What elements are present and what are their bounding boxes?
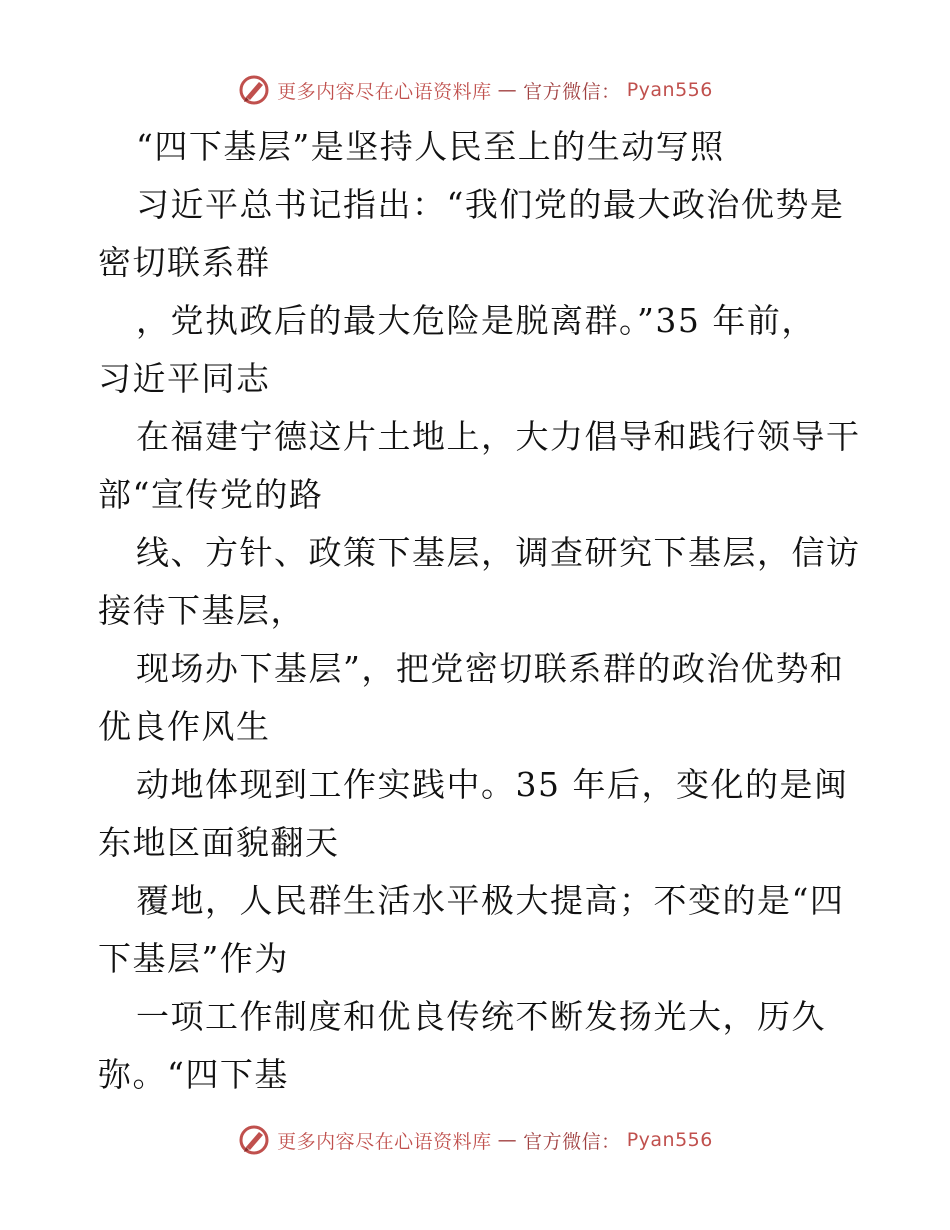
footer-watermark (0, 1120, 950, 1160)
watermark-account: Pyan556 (626, 1129, 713, 1151)
watermark-site-text: 更多内容尽在心语资料库 (277, 80, 492, 103)
watermark-label: 官方微信： (523, 80, 621, 103)
text-line: 一项工作制度和优良传统不断发扬光大，历久 (136, 997, 826, 1036)
text-line: 动地体现到工作实践中。35 年后，变化的是闽 (136, 765, 849, 804)
pen-logo-icon (237, 1123, 271, 1157)
text-line: 部“宣传党的路 (98, 475, 324, 514)
watermark-site-text: 更多内容尽在心语资料库 (277, 1130, 492, 1153)
text-line: 覆地，人民群生活水平极大提高；不变的是“四 (136, 881, 845, 920)
watermark-dash: — (497, 1129, 518, 1151)
watermark-dash: — (497, 79, 518, 101)
document-title: “四下基层”是坚持人民至上的生动写照 (136, 127, 725, 166)
text-line: 优良作风生 (98, 707, 271, 746)
text-line: 习近平同志 (98, 359, 271, 398)
text-line: 习近平总书记指出：“我们党的最大政治优势是 (136, 185, 845, 224)
watermark-label: 官方微信： (523, 1130, 621, 1153)
header-watermark (0, 70, 950, 110)
pen-logo-icon (237, 73, 271, 107)
text-line: ，党执政后的最大危险是脱离群。”35 年前， (136, 301, 816, 340)
text-line: 在福建宁德这片土地上，大力倡导和践行领导干 (136, 417, 861, 456)
text-line: 弥。“四下基 (98, 1055, 289, 1094)
text-line: 东地区面貌翻天 (98, 823, 340, 862)
text-line: 线、方针、政策下基层，调查研究下基层，信访 (136, 533, 861, 572)
text-line: 下基层”作为 (98, 939, 289, 978)
text-line: 现场办下基层”，把党密切联系群的政治优势和 (136, 649, 845, 688)
watermark-account: Pyan556 (626, 79, 713, 101)
text-line: 密切联系群 (98, 243, 271, 282)
document-body (98, 118, 861, 1104)
text-line: 接待下基层， (98, 591, 305, 630)
